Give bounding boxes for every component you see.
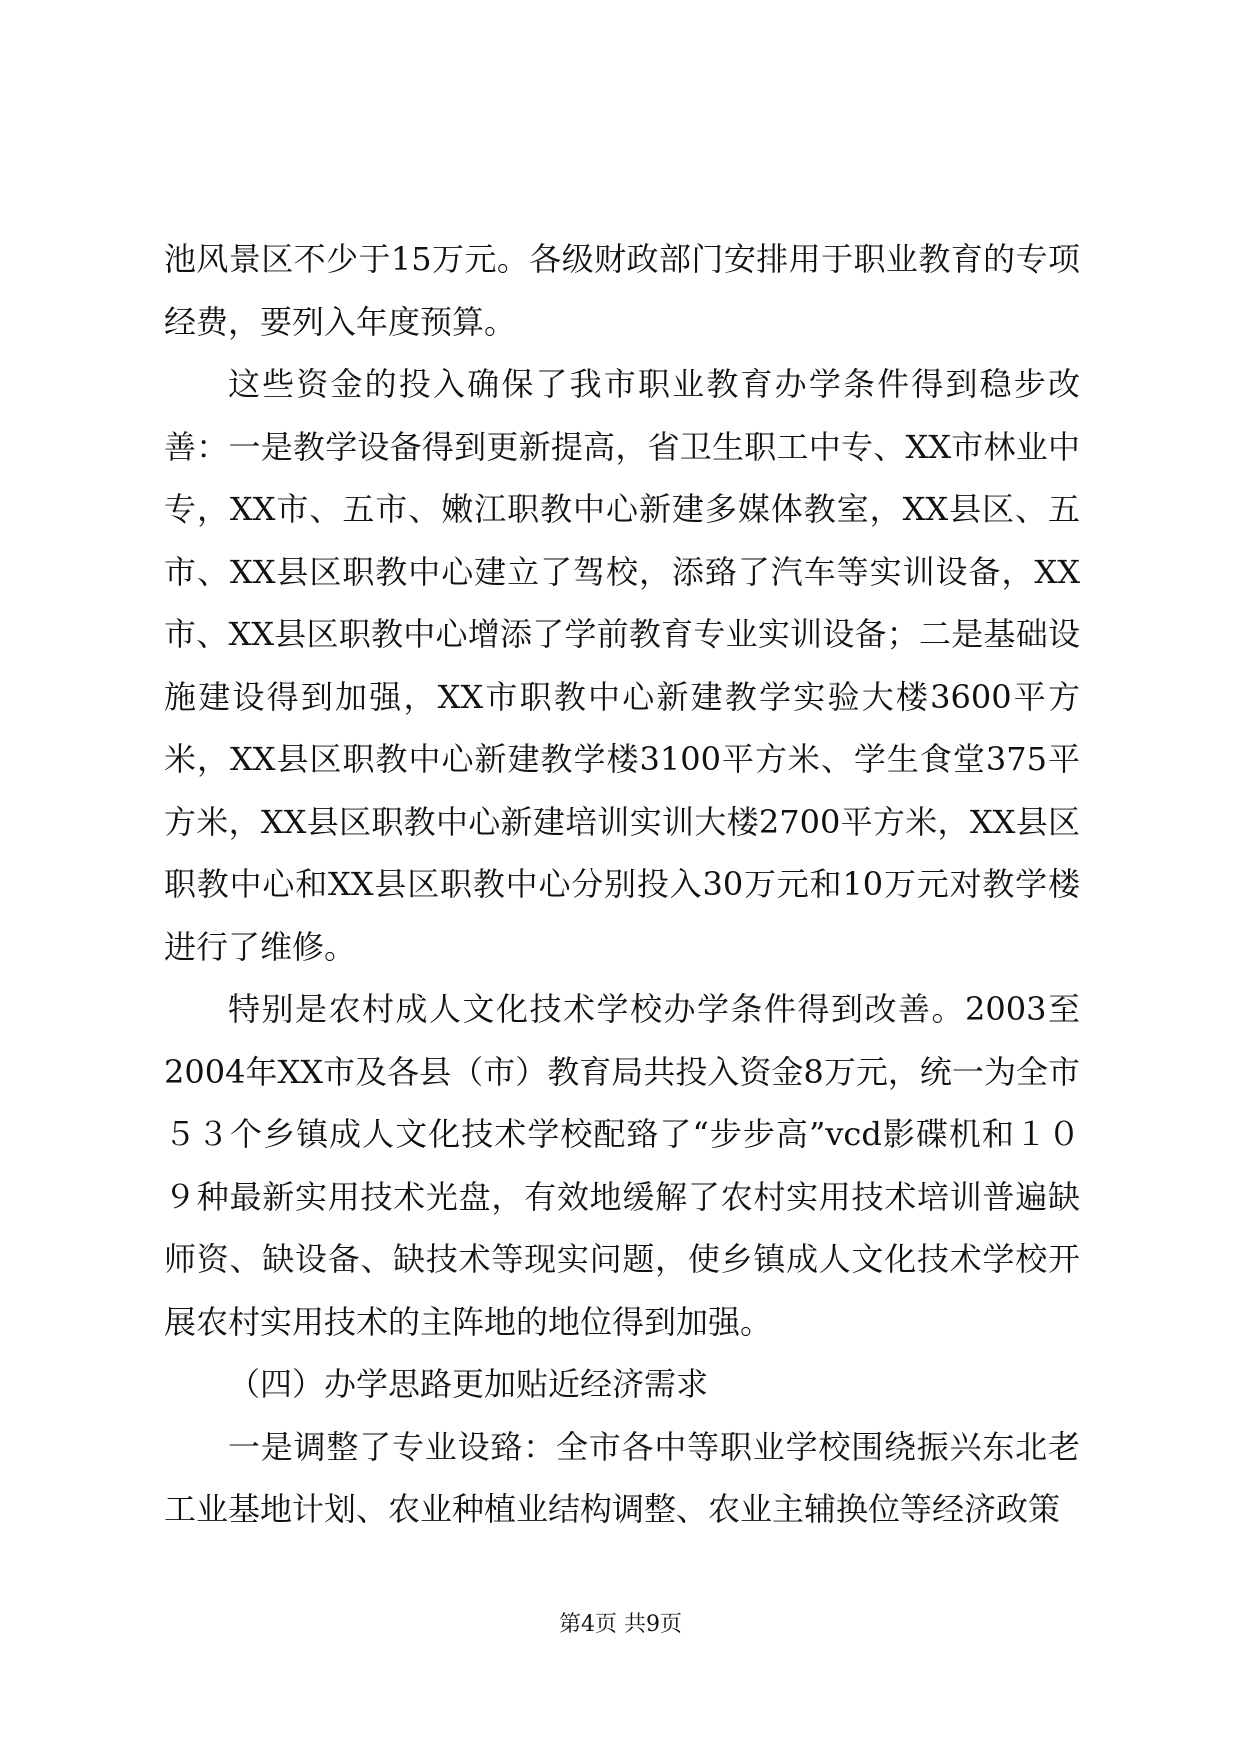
section-heading: （四）办学思路更加贴近经济需求	[228, 1365, 709, 1403]
document-body	[164, 228, 1080, 1541]
paragraph-2: 这些资金的投入确保了我市职业教育办学条件得到稳步改善：一是教学设备得到更新提高，省卫生职工中专、XX市林业中专，XX市、五市、嫩江职教中心新建多媒体教室，XX县区、五市、XX县区职教中心建立了驾校，添臵了汽车等实训设备，XX市、XX县区职教中心增添了学前教育专业实训设备；二是基础设施建设得到加强，XX市职教中心新建教学实验大楼3600平方米，XX县区职教中心新建教学楼3100平方米、学生食堂375平方米，XX县区职教中心新建培训实训大楼2700平方米，XX县区职教中心和XX县区职教中心分别投入30万元和10万元对教学楼进行了维修。	[164, 365, 1080, 966]
page-footer: 第4页 共9页	[559, 1612, 682, 1637]
paragraph-3: 特别是农村成人文化技术学校办学条件得到改善。2003至2004年XX市及各县（市）教育局共投入资金8万元，统一为全市５３个乡镇成人文化技术学校配臵了“步步高”vcd影碟机和１０９种最新实用技术光盘，有效地缓解了农村实用技术培训普遍缺师资、缺设备、缺技术等现实问题，使乡镇成人文化技术学校开展农村实用技术的主阵地的地位得到加强。	[164, 990, 1080, 1341]
paragraph-4: 一是调整了专业设臵：全市各中等职业学校围绕振兴东北老工业基地计划、农业种植业结构调整、农业主辅换位等经济政策	[164, 1427, 1080, 1528]
paragraph-1: 池风景区不少于15万元。各级财政部门安排用于职业教育的专项经费，要列入年度预算。	[164, 240, 1080, 341]
